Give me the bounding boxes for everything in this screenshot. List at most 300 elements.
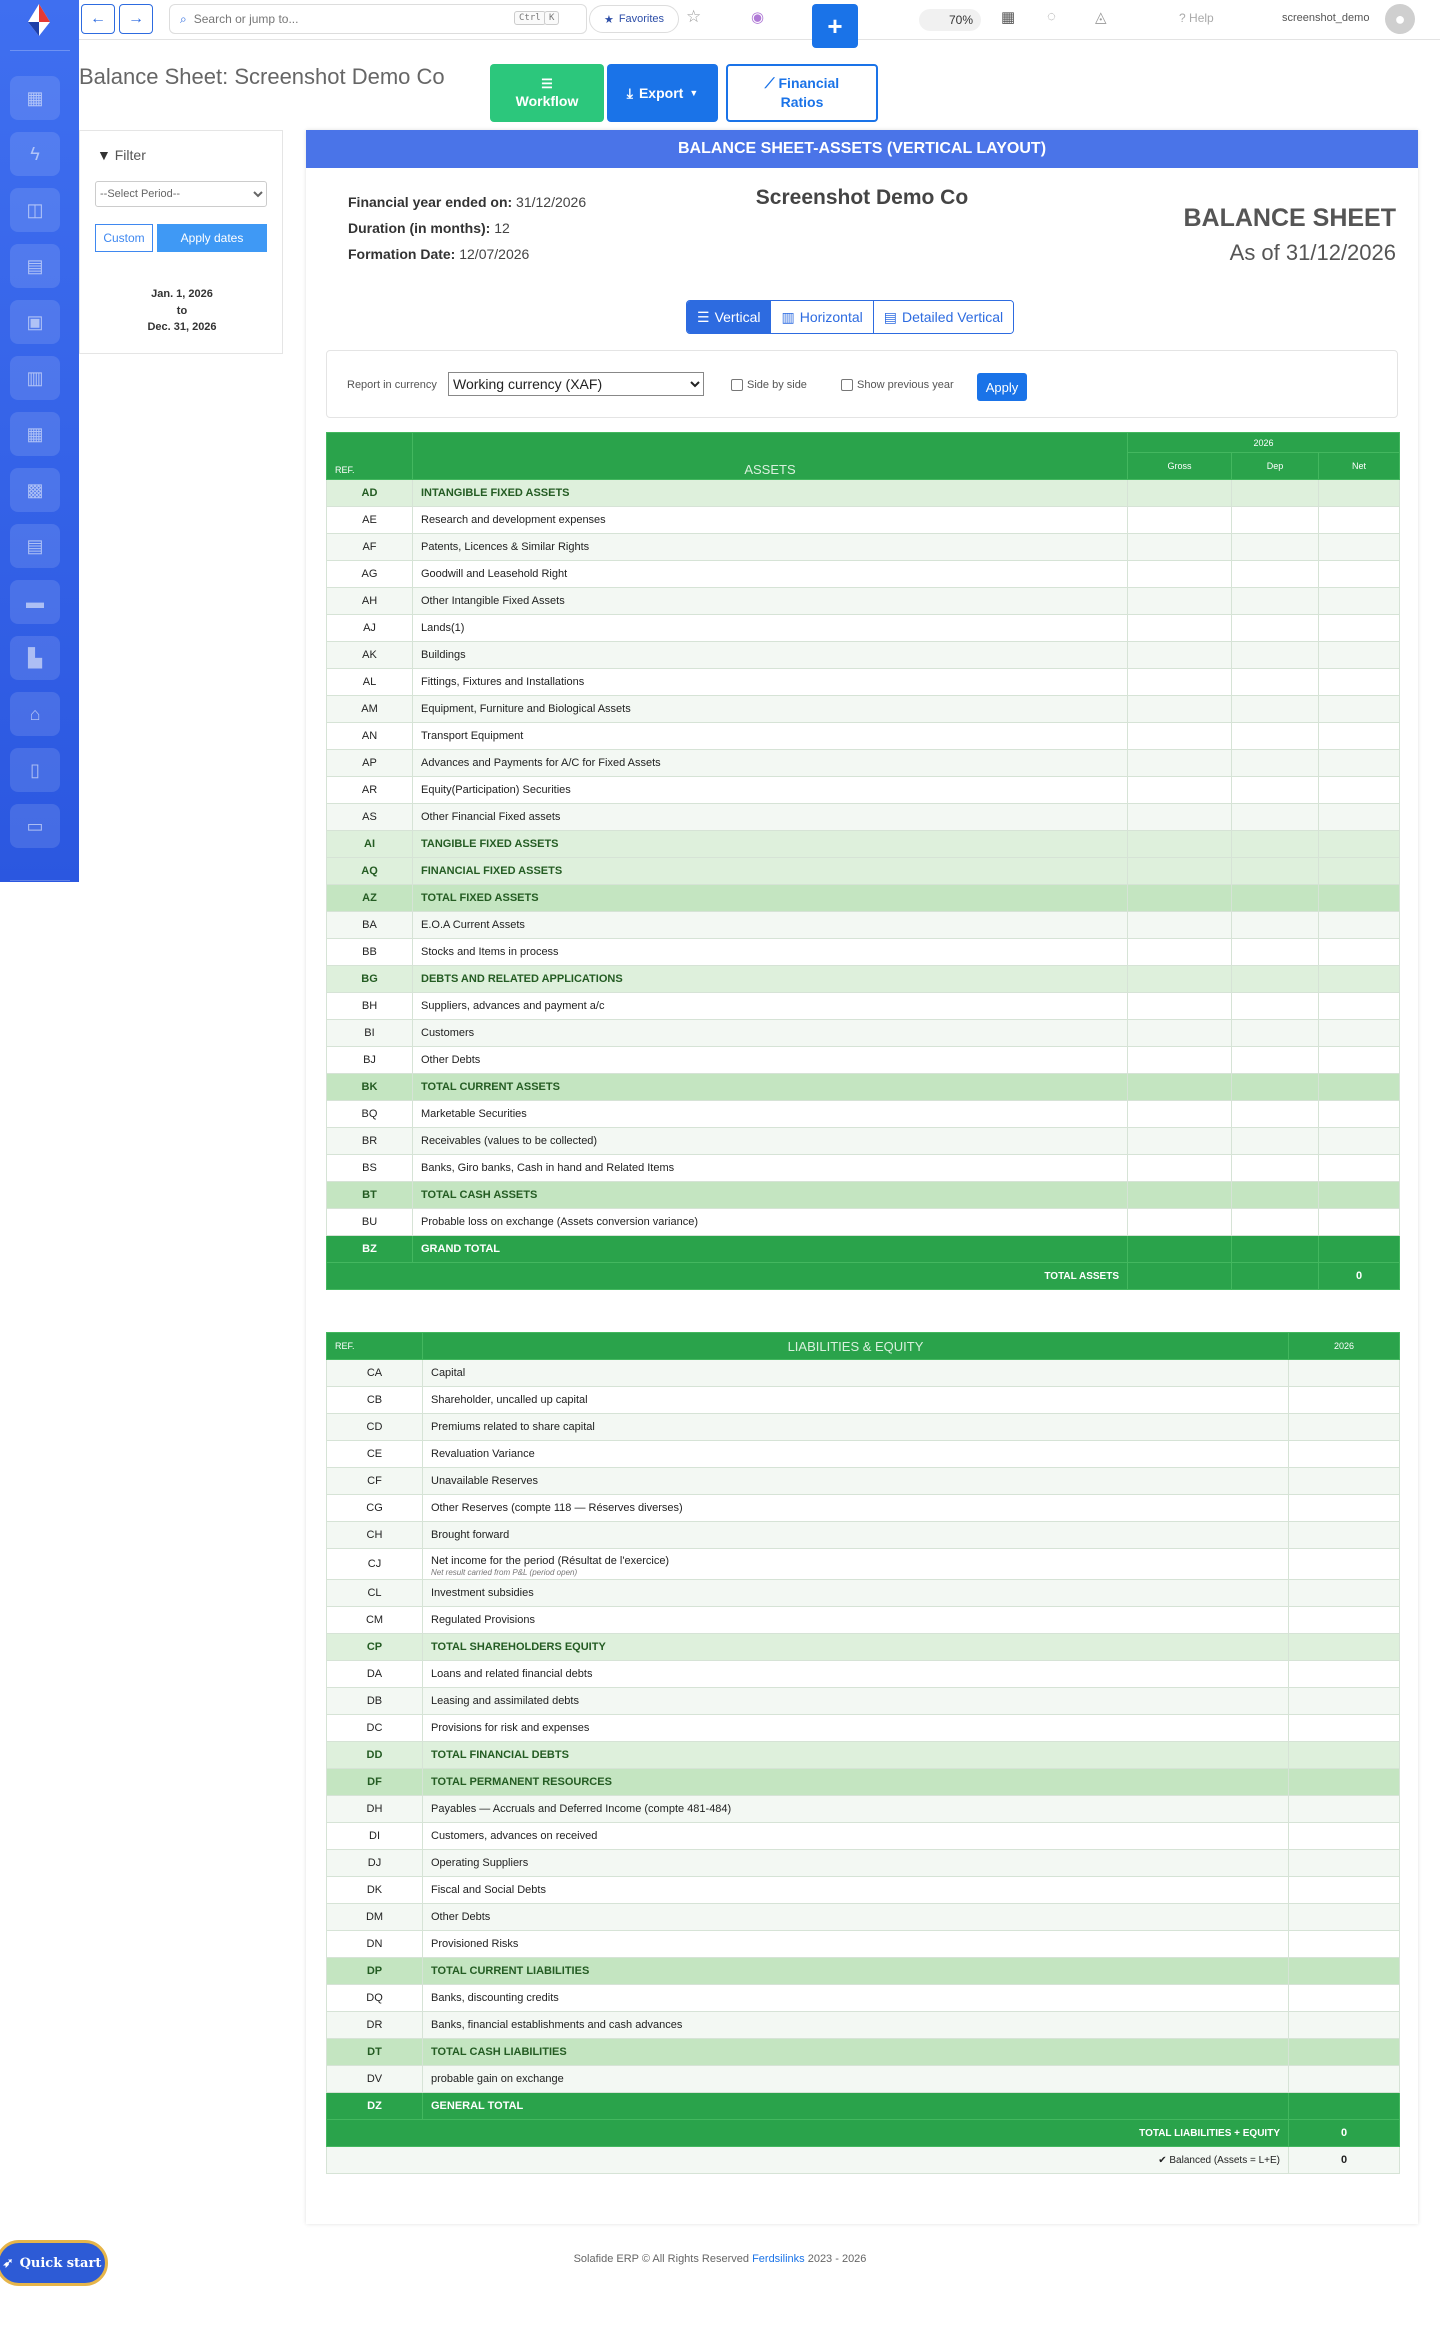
asset-ref-cell: AM — [327, 696, 413, 723]
asset-label-cell: Research and development expenses — [413, 507, 1128, 534]
liability-label: Revaluation Variance — [431, 1448, 535, 1460]
custom-button[interactable]: Custom — [95, 224, 153, 252]
liability-label: TOTAL SHAREHOLDERS EQUITY — [431, 1641, 606, 1653]
asset-ref-cell: BI — [327, 1020, 413, 1047]
asset-net-cell — [1319, 993, 1400, 1020]
asset-row — [327, 831, 1400, 858]
help-label: Help — [1189, 11, 1214, 25]
date-range — [80, 286, 284, 336]
sidebar-store-icon[interactable]: ▦ — [10, 412, 60, 456]
liability-row — [327, 1931, 1400, 1958]
liability-ref-cell: CD — [327, 1414, 423, 1441]
asset-net-cell — [1319, 804, 1400, 831]
liability-ref-cell: CM — [327, 1607, 423, 1634]
liability-ref-cell: CF — [327, 1468, 423, 1495]
asset-net-cell — [1319, 669, 1400, 696]
asset-label-cell: Lands(1) — [413, 615, 1128, 642]
asset-gross-cell — [1128, 1182, 1232, 1209]
favorites-label: Favorites — [618, 13, 665, 25]
liability-ref-cell: DC — [327, 1715, 423, 1742]
asset-dep-cell — [1232, 669, 1319, 696]
liability-value-cell — [1289, 1931, 1400, 1958]
assets-table — [326, 432, 1400, 1290]
asset-ref-cell: BR — [327, 1128, 413, 1155]
liability-ref-cell: DD — [327, 1742, 423, 1769]
asset-net-cell — [1319, 1155, 1400, 1182]
asset-net-cell — [1319, 777, 1400, 804]
asset-ref-cell: BT — [327, 1182, 413, 1209]
total-dep-cell — [1232, 1263, 1319, 1290]
liability-label-cell — [423, 1904, 1289, 1931]
asset-dep-cell — [1232, 588, 1319, 615]
workflow-button[interactable] — [490, 64, 604, 122]
asset-ref-cell: AH — [327, 588, 413, 615]
tab-detailed-vertical[interactable] — [873, 301, 1013, 333]
fy-label: Financial year ended on: — [348, 194, 513, 210]
asset-dep-cell — [1232, 966, 1319, 993]
list-icon: ☰ — [697, 308, 710, 325]
balanced-label: Balanced (Assets = L+E) — [1169, 2154, 1280, 2166]
financial-ratios-button[interactable] — [726, 64, 878, 122]
sidebar-list-icon[interactable]: ▤ — [10, 524, 60, 568]
footer — [0, 2253, 1440, 2265]
asset-net-cell — [1319, 1128, 1400, 1155]
apply-button[interactable]: Apply — [977, 373, 1027, 401]
liability-value-cell — [1289, 2039, 1400, 2066]
asset-ref-cell: BB — [327, 939, 413, 966]
asset-gross-cell — [1128, 1101, 1232, 1128]
date-from: Jan. 1, 2026 — [151, 288, 213, 300]
asset-ref-cell: AJ — [327, 615, 413, 642]
liability-row — [327, 1387, 1400, 1414]
asset-row — [327, 723, 1400, 750]
asset-dep-cell — [1232, 993, 1319, 1020]
liability-label-cell — [423, 1495, 1289, 1522]
liability-ref-cell: CB — [327, 1387, 423, 1414]
sidebar-contact-icon[interactable]: ▣ — [10, 300, 60, 344]
show-previous-year-checkbox[interactable] — [841, 379, 954, 391]
total-assets-value: 0 — [1319, 1263, 1400, 1290]
sidebar-calculator-icon[interactable]: ▦ — [10, 76, 60, 120]
liability-value-cell — [1289, 1823, 1400, 1850]
period-select[interactable] — [95, 181, 267, 207]
favorites-button[interactable] — [589, 5, 679, 33]
asset-ref-cell: AP — [327, 750, 413, 777]
liability-label: Customers, advances on received — [431, 1830, 598, 1842]
asset-net-cell — [1319, 885, 1400, 912]
liability-ref-cell: DK — [327, 1877, 423, 1904]
asset-dep-cell — [1232, 696, 1319, 723]
asset-dep-cell — [1232, 534, 1319, 561]
asset-label-cell: Other Debts — [413, 1047, 1128, 1074]
asset-ref-cell: BH — [327, 993, 413, 1020]
asset-dep-cell — [1232, 1128, 1319, 1155]
asset-gross-cell — [1128, 804, 1232, 831]
forward-arrow-icon[interactable]: → — [119, 4, 153, 34]
sidebar-divider — [10, 880, 70, 881]
liability-label-cell — [423, 1634, 1289, 1661]
liability-label-cell — [423, 1877, 1289, 1904]
panel-header: BALANCE SHEET-ASSETS (VERTICAL LAYOUT) — [306, 130, 1418, 168]
liability-label: TOTAL CASH LIABILITIES — [431, 2046, 567, 2058]
liability-label-cell — [423, 2039, 1289, 2066]
liability-label-cell — [423, 1607, 1289, 1634]
quick-start-label: Quick start — [19, 2255, 102, 2271]
star-outline-icon[interactable]: ☆ — [686, 7, 702, 26]
liability-label-cell — [423, 1958, 1289, 1985]
create-new-button[interactable]: + — [812, 4, 858, 48]
liability-value-cell — [1289, 1850, 1400, 1877]
asset-gross-cell — [1128, 723, 1232, 750]
total-liabilities-value: 0 — [1289, 2120, 1400, 2147]
chart-line-icon: ⟋ — [764, 75, 779, 92]
apply-dates-button[interactable]: Apply dates — [157, 224, 267, 252]
liability-label: Operating Suppliers — [431, 1857, 529, 1869]
asset-net-cell — [1319, 1020, 1400, 1047]
liability-label: TOTAL CURRENT LIABILITIES — [431, 1965, 590, 1977]
asset-dep-cell — [1232, 1182, 1319, 1209]
asset-dep-cell — [1232, 615, 1319, 642]
asset-net-cell — [1319, 507, 1400, 534]
shortcut-k-key: K — [544, 11, 559, 25]
export-button[interactable] — [607, 64, 718, 122]
liability-value-cell — [1289, 1634, 1400, 1661]
liability-label: Regulated Provisions — [431, 1614, 535, 1626]
asset-label-cell: Banks, Giro banks, Cash in hand and Related Items — [413, 1155, 1128, 1182]
sidebar-handshake-icon[interactable]: ◫ — [10, 188, 60, 232]
asset-net-cell — [1319, 1074, 1400, 1101]
checkbox-box[interactable] — [841, 379, 853, 391]
asset-row — [327, 993, 1400, 1020]
liability-label: probable gain on exchange — [431, 2073, 564, 2085]
liability-value-cell — [1289, 1360, 1400, 1387]
liability-ref-cell: DI — [327, 1823, 423, 1850]
asset-gross-cell — [1128, 858, 1232, 885]
liability-label: Banks, financial establishments and cash advances — [431, 2019, 683, 2031]
asset-gross-cell — [1128, 1209, 1232, 1236]
liability-value-cell — [1289, 2066, 1400, 2093]
sidebar-building-icon[interactable]: ▯ — [10, 748, 60, 792]
liability-label-cell — [423, 1661, 1289, 1688]
asset-ref-cell: BS — [327, 1155, 413, 1182]
gross-header: Gross — [1128, 453, 1232, 480]
liability-label: Net income for the period (Résultat de l'exercice) — [431, 1554, 670, 1567]
help-link[interactable] — [1179, 11, 1214, 25]
app-logo-icon[interactable] — [22, 2, 56, 38]
tab-vertical-label: Vertical — [714, 309, 761, 325]
liability-value-cell — [1289, 1661, 1400, 1688]
tab-horizontal[interactable] — [770, 301, 872, 333]
asset-net-cell — [1319, 966, 1400, 993]
liability-ref-cell: DB — [327, 1688, 423, 1715]
asset-dep-cell — [1232, 939, 1319, 966]
liability-label-cell — [423, 1823, 1289, 1850]
liability-value-cell — [1289, 1769, 1400, 1796]
ref-header: REF. — [327, 433, 413, 480]
sidebar-monitor-icon[interactable]: ▭ — [10, 804, 60, 848]
ref-header: REF. — [327, 1333, 423, 1360]
asset-net-cell — [1319, 831, 1400, 858]
liability-label: Provisions for risk and expenses — [431, 1722, 590, 1734]
report-options — [326, 350, 1398, 418]
asset-label-cell: TOTAL FIXED ASSETS — [413, 885, 1128, 912]
asset-net-cell — [1319, 750, 1400, 777]
star-icon: ★ — [603, 13, 614, 26]
asset-ref-cell: AG — [327, 561, 413, 588]
liability-row — [327, 1958, 1400, 1985]
asset-gross-cell — [1128, 534, 1232, 561]
liability-label-cell — [423, 2066, 1289, 2093]
asset-gross-cell — [1128, 669, 1232, 696]
asset-dep-cell — [1232, 777, 1319, 804]
asset-gross-cell — [1128, 831, 1232, 858]
liability-row — [327, 1441, 1400, 1468]
liability-label-cell — [423, 1522, 1289, 1549]
balanced-check — [327, 2147, 1289, 2174]
asset-gross-cell — [1128, 615, 1232, 642]
liability-label: Shareholder, uncalled up capital — [431, 1394, 588, 1406]
liability-label: GENERAL TOTAL — [431, 2100, 524, 2112]
asset-gross-cell — [1128, 993, 1232, 1020]
liability-ref-cell: DN — [327, 1931, 423, 1958]
quick-start-button[interactable] — [0, 2240, 108, 2286]
asset-ref-cell: AQ — [327, 858, 413, 885]
liability-row — [327, 1688, 1400, 1715]
asset-dep-cell — [1232, 723, 1319, 750]
search-icon: ⌕ — [180, 11, 187, 26]
liability-ref-cell: CH — [327, 1522, 423, 1549]
asset-dep-cell — [1232, 480, 1319, 507]
asset-net-cell — [1319, 615, 1400, 642]
liability-ref-cell: DZ — [327, 2093, 423, 2120]
liability-label-cell — [423, 1549, 1289, 1580]
liability-value-cell — [1289, 1580, 1400, 1607]
asset-dep-cell — [1232, 912, 1319, 939]
liability-label: Premiums related to share capital — [431, 1421, 595, 1433]
total-assets-label: TOTAL ASSETS — [327, 1263, 1128, 1290]
asset-gross-cell — [1128, 480, 1232, 507]
asset-label-cell: Marketable Securities — [413, 1101, 1128, 1128]
liability-ref-cell: DF — [327, 1769, 423, 1796]
search-input[interactable] — [169, 4, 587, 34]
shortcut-ctrl-key: Ctrl — [514, 11, 546, 25]
asset-label-cell: Equipment, Furniture and Biological Assets — [413, 696, 1128, 723]
year-header: 2026 — [1128, 433, 1400, 453]
liability-value-cell — [1289, 2093, 1400, 2120]
asset-gross-cell — [1128, 1074, 1232, 1101]
asset-row — [327, 1020, 1400, 1047]
asset-ref-cell: AE — [327, 507, 413, 534]
asset-row — [327, 885, 1400, 912]
formation-label: Formation Date: — [348, 245, 456, 262]
liability-ref-cell: DP — [327, 1958, 423, 1985]
liability-label: Provisioned Risks — [431, 1938, 519, 1950]
asset-row — [327, 534, 1400, 561]
workflow-icon: ☰ — [541, 75, 553, 91]
sheet-title: BALANCE SHEET — [1183, 204, 1396, 232]
asset-row — [327, 669, 1400, 696]
liability-row — [327, 1850, 1400, 1877]
tab-horizontal-label: Horizontal — [799, 309, 863, 325]
liability-ref-cell: DT — [327, 2039, 423, 2066]
liability-value-cell — [1289, 1495, 1400, 1522]
avatar[interactable]: ● — [1385, 4, 1415, 34]
checkbox-box[interactable] — [731, 379, 743, 391]
sidebar-box-icon[interactable]: ▥ — [10, 356, 60, 400]
total-gross-cell — [1128, 1263, 1232, 1290]
liability-note: Net result carried from P&L (period open) — [431, 1567, 578, 1577]
asset-ref-cell: BQ — [327, 1101, 413, 1128]
zoom-level[interactable]: 70% — [919, 9, 981, 31]
liability-label-cell — [423, 1850, 1289, 1877]
liability-label-cell — [423, 1387, 1289, 1414]
liability-label-cell — [423, 1580, 1289, 1607]
liability-label: Brought forward — [431, 1529, 510, 1541]
sidebar-bank-icon[interactable]: ⌂ — [10, 692, 60, 736]
robot-icon[interactable]: ◉ — [751, 9, 765, 26]
asset-net-cell — [1319, 1101, 1400, 1128]
asset-label-cell: Other Intangible Fixed Assets — [413, 588, 1128, 615]
asset-row — [327, 1101, 1400, 1128]
asset-row — [327, 507, 1400, 534]
side-by-side-checkbox[interactable] — [731, 379, 807, 391]
asset-row — [327, 1128, 1400, 1155]
back-arrow-icon[interactable]: ← — [81, 4, 115, 34]
funnel-icon: ▼ — [97, 147, 111, 163]
asset-dep-cell — [1232, 1209, 1319, 1236]
asset-gross-cell — [1128, 912, 1232, 939]
currency-select[interactable] — [448, 372, 704, 396]
liability-row — [327, 1877, 1400, 1904]
asset-label-cell: Receivables (values to be collected) — [413, 1128, 1128, 1155]
asset-dep-cell — [1232, 750, 1319, 777]
sidebar-document-icon[interactable]: ▤ — [10, 244, 60, 288]
duration-value: 12 — [494, 219, 510, 236]
currency-label: Report in currency — [347, 379, 437, 391]
liability-value-cell — [1289, 1985, 1400, 2012]
columns-icon: ▥ — [781, 308, 795, 325]
liability-row — [327, 1904, 1400, 1931]
filter-title — [97, 147, 146, 163]
tab-vertical[interactable] — [687, 301, 770, 333]
asset-dep-cell — [1232, 1101, 1319, 1128]
liability-ref-cell: CL — [327, 1580, 423, 1607]
liability-label-cell — [423, 2012, 1289, 2039]
liability-label: Loans and related financial debts — [431, 1668, 593, 1680]
liability-row — [327, 1580, 1400, 1607]
asset-ref-cell: BU — [327, 1209, 413, 1236]
asset-dep-cell — [1232, 885, 1319, 912]
search-placeholder: Search or jump to... — [193, 12, 299, 26]
asset-ref-cell: AS — [327, 804, 413, 831]
asset-gross-cell — [1128, 750, 1232, 777]
liability-row — [327, 1468, 1400, 1495]
calendar-icon[interactable]: ▦ — [1001, 9, 1016, 26]
workflow-label: Workflow — [515, 93, 579, 110]
asset-net-cell — [1319, 588, 1400, 615]
show-prev-label: Show previous year — [857, 379, 954, 391]
asset-dep-cell — [1232, 1236, 1319, 1263]
bell-icon[interactable]: ◬ — [1095, 9, 1107, 26]
liability-label: Payables — Accruals and Deferred Income (compte 481-484) — [431, 1803, 732, 1815]
asset-row — [327, 1236, 1400, 1263]
asset-net-cell — [1319, 561, 1400, 588]
asset-label-cell: Goodwill and Leasehold Right — [413, 561, 1128, 588]
liability-value-cell — [1289, 1796, 1400, 1823]
footer-company-link[interactable]: Ferdsilinks — [752, 2253, 805, 2265]
asset-label-cell: Suppliers, advances and payment a/c — [413, 993, 1128, 1020]
liability-label: Leasing and assimilated debts — [431, 1695, 579, 1707]
liability-ref-cell: CE — [327, 1441, 423, 1468]
asset-row — [327, 1209, 1400, 1236]
liability-label: Other Reserves (compte 118 — Réserves diverses) — [431, 1502, 683, 1514]
asset-label-cell: Fittings, Fixtures and Installations — [413, 669, 1128, 696]
asset-net-cell — [1319, 1047, 1400, 1074]
asset-label-cell: Customers — [413, 1020, 1128, 1047]
asset-row — [327, 642, 1400, 669]
liabilities-header: LIABILITIES & EQUITY — [423, 1333, 1289, 1360]
chat-icon[interactable]: ◌ — [1047, 8, 1056, 25]
asset-ref-cell: AI — [327, 831, 413, 858]
liability-row — [327, 2093, 1400, 2120]
username[interactable]: screenshot_demo — [1282, 12, 1370, 24]
asset-dep-cell — [1232, 831, 1319, 858]
side-by-side-label: Side by side — [747, 379, 807, 391]
asset-gross-cell — [1128, 966, 1232, 993]
asset-row — [327, 588, 1400, 615]
liability-row — [327, 2066, 1400, 2093]
liability-row — [327, 1522, 1400, 1549]
liability-row — [327, 1796, 1400, 1823]
asset-net-cell — [1319, 534, 1400, 561]
liability-label-cell — [423, 1414, 1289, 1441]
tab-detailed-label: Detailed Vertical — [901, 309, 1004, 325]
sidebar-chart-icon[interactable]: ▙ — [10, 636, 60, 680]
liability-ref-cell: CJ — [327, 1549, 423, 1580]
liability-value-cell — [1289, 1688, 1400, 1715]
liability-ref-cell: DQ — [327, 1985, 423, 2012]
liabilities-table — [326, 1332, 1400, 2174]
asset-gross-cell — [1128, 642, 1232, 669]
liability-label-cell — [423, 1742, 1289, 1769]
asset-row — [327, 966, 1400, 993]
liability-value-cell — [1289, 1414, 1400, 1441]
asset-dep-cell — [1232, 804, 1319, 831]
sidebar-divider — [10, 50, 70, 51]
liability-row — [327, 1769, 1400, 1796]
sidebar-bag-icon[interactable]: ▩ — [10, 468, 60, 512]
liability-label-cell — [423, 1985, 1289, 2012]
balance-sheet-panel — [306, 130, 1418, 2224]
sidebar-bolt-icon[interactable]: ϟ — [10, 132, 60, 176]
liability-value-cell — [1289, 1549, 1400, 1580]
liability-row — [327, 1742, 1400, 1769]
asset-dep-cell — [1232, 1155, 1319, 1182]
liability-row — [327, 1549, 1400, 1580]
asset-ref-cell: AZ — [327, 885, 413, 912]
asset-ref-cell: BG — [327, 966, 413, 993]
sidebar-warehouse-icon[interactable]: ▬ — [10, 580, 60, 624]
asset-label-cell: Advances and Payments for A/C for Fixed Assets — [413, 750, 1128, 777]
table-icon: ▤ — [883, 308, 897, 325]
asset-label-cell: TOTAL CURRENT ASSETS — [413, 1074, 1128, 1101]
asset-ref-cell: AK — [327, 642, 413, 669]
date-to-word: to — [176, 304, 188, 317]
fy-value: 31/12/2026 — [516, 194, 587, 210]
asset-gross-cell — [1128, 1236, 1232, 1263]
asset-gross-cell — [1128, 696, 1232, 723]
asset-gross-cell — [1128, 588, 1232, 615]
